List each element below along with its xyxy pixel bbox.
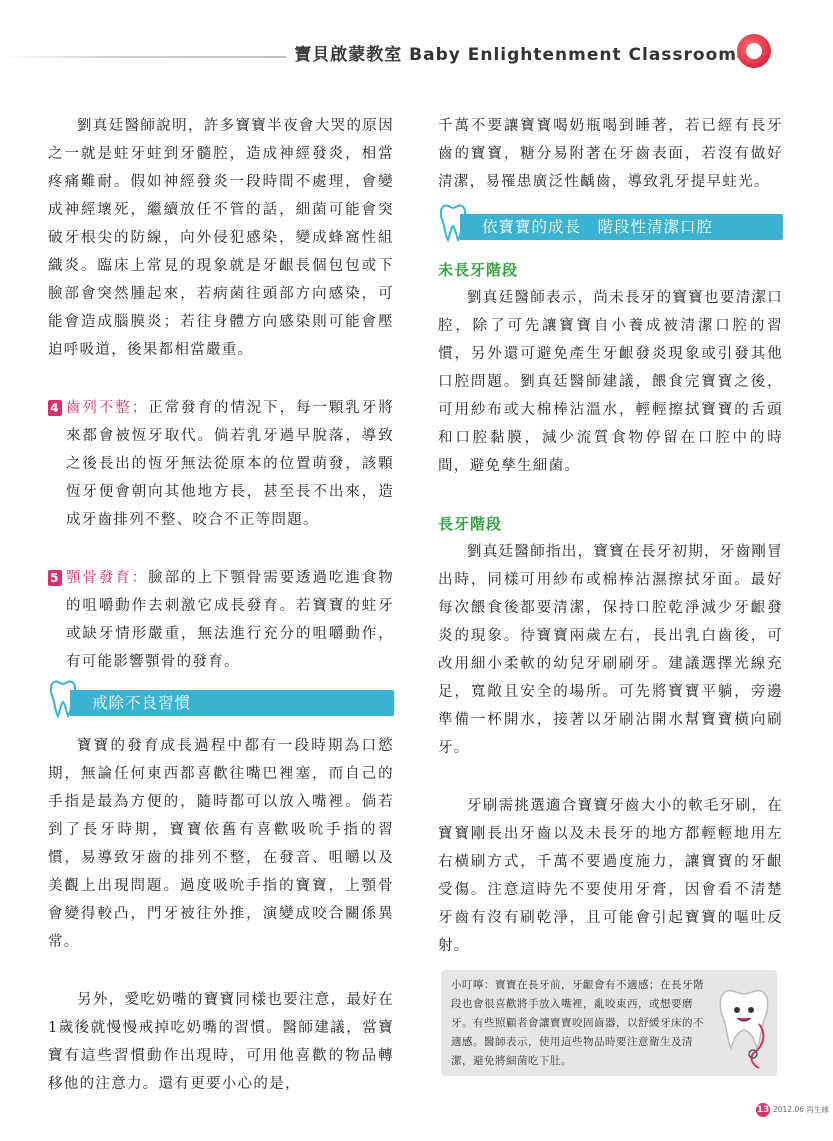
number-badge: 5 <box>48 570 62 586</box>
paragraph: 劉真廷醫師表示，尚未長牙的寶寶也要清潔口腔，除了可先讓寶寶自小養成被清潔口腔的習慣，另外還可避免產生牙齦發炎現象或引發其他口腔問題。劉真廷醫師建議，餵食完寶寶之後，可用紗布或大棉棒沾溫水，輕輕擦拭寶寶的舌頭和口腔黏膜，減少流質食物停留在口腔中的時間，避免孳生細菌。 <box>438 290 783 474</box>
issue-label: 2012.06 再生緣 <box>773 1105 829 1114</box>
page-number: 13 <box>756 1105 770 1115</box>
list-item-4 <box>48 394 394 534</box>
item-lead: 顎骨發育： <box>66 570 149 586</box>
paragraph: 另外，愛吃奶嘴的寶寶同樣也要注意，最好在1歲後就慢慢戒掉吃奶嘴的習慣。醫師建議，當寶寶有這些習慣動作出現時，可用他喜歡的物品轉移他的注意力。還有更要小心的是， <box>48 992 394 1092</box>
right-column <box>438 112 783 960</box>
paragraph: 寶寶的發育成長過程中都有一段時期為口慾期，無論任何東西都喜歡往嘴巴裡塞，而自己的手指是最為方便的，隨時都可以放入嘴裡。倘若到了長牙時期，寶寶依舊有喜歡吸吮手指的習慣，易導致牙齒的排列不整，在發音、咀嚼以及美觀上出現問題。過度吸吮手指的寶寶，上顎骨會變得較凸，門牙被往外推，演變成咬合關係異常。 <box>48 738 394 950</box>
banner-title: 戒除不良習慣 <box>70 690 394 716</box>
paragraph: 千萬不要讓寶寶喝奶瓶喝到睡著，若已經有長牙齒的寶寶，糖分易附著在牙齒表面，若沒有做好清潔，易罹患廣泛性齲齒，導致乳牙提早蛀光。 <box>438 118 783 190</box>
item-lead: 齒列不整； <box>66 400 148 416</box>
paragraph: 劉真廷醫師說明，許多寶寶半夜會大哭的原因之一就是蛀牙蛀到牙髓腔，造成神經發炎，相當疼痛難耐。假如神經發炎一段時間不處理，會變成神經壞死，繼續放任不管的話，細菌可能會突破牙根尖的防線，向外侵犯感染，變成蜂窩性組織炎。臨床上常見的現象就是牙齦長個包包或下臉部會突然腫起來，若病菌往頭部方向感染，可能會造成腦膜炎；若往身體方向感染則可能會壓迫呼吸道，後果都相當嚴重。 <box>48 118 394 358</box>
section-banner <box>48 686 394 720</box>
subheading: 未長牙階段 <box>438 261 519 279</box>
subheading: 長牙階段 <box>438 515 503 533</box>
left-column <box>48 112 394 1098</box>
logo-icon <box>737 34 771 68</box>
banner-title: 依寶寶的成長 階段性清潔口腔 <box>460 214 783 240</box>
tip-text: 小叮嚀：寶寶在長牙前，牙齦會有不適感；在長牙階段也會很喜歡將手放入嘴裡，亂咬東西，或想要磨牙。有些照顧者會讓寶寶咬固齒器，以舒緩牙床的不適感。醫師表示，使用這些物品時要注意衛生及清潔，避免將細菌吃下肚。 <box>451 979 704 1067</box>
item-text: 正常發育的情況下，每一顆乳牙將來都會被恆牙取代。倘若乳牙過早脫落，導致之後長出的恆牙無法從原本的位置萌發，該顆恆牙便會朝向其他地方長，甚至長不出來，造成牙齒排列不整、咬合不正等問題。 <box>66 400 395 528</box>
tip-box <box>441 970 777 1076</box>
tooth-mascot-icon <box>715 984 773 1072</box>
page-title: 寶貝啟蒙教室 Baby Enlightenment Classroom <box>286 40 737 65</box>
section-banner <box>438 210 783 244</box>
list-item-5 <box>48 564 394 676</box>
paragraph: 劉真廷醫師指出，寶寶在長牙初期，牙齒剛冒出時，同樣可用紗布或棉棒沾濕擦拭牙面。最好每次餵食後都要清潔，保持口腔乾淨減少牙齦發炎的現象。待寶寶兩歲左右，長出乳白齒後，可改用細小柔軟的幼兒牙刷刷牙。建議選擇光線充足，寬敞且安全的場所。可先將寶寶平躺，旁邊準備一杯開水，接著以牙刷沾開水幫寶寶橫向刷牙。 <box>438 544 783 756</box>
paragraph: 牙刷需挑選適合寶寶牙齒大小的軟毛牙刷，在寶寶剛長出牙齒以及未長牙的地方都輕輕地用左右橫刷方式，千萬不要過度施力，讓寶寶的牙齦受傷。注意這時先不要使用牙膏，因會看不清楚牙齒有沒有刷乾淨，且可能會引起寶寶的嘔吐反射。 <box>438 798 783 954</box>
number-badge: 4 <box>48 400 62 416</box>
item-text: 臉部的上下顎骨需要透過吃進食物的咀嚼動作去刺激它成長發育。若寶寶的蛀牙或缺牙情形嚴重，無法進行充分的咀嚼動作，有可能影響顎骨的發育。 <box>66 570 395 670</box>
